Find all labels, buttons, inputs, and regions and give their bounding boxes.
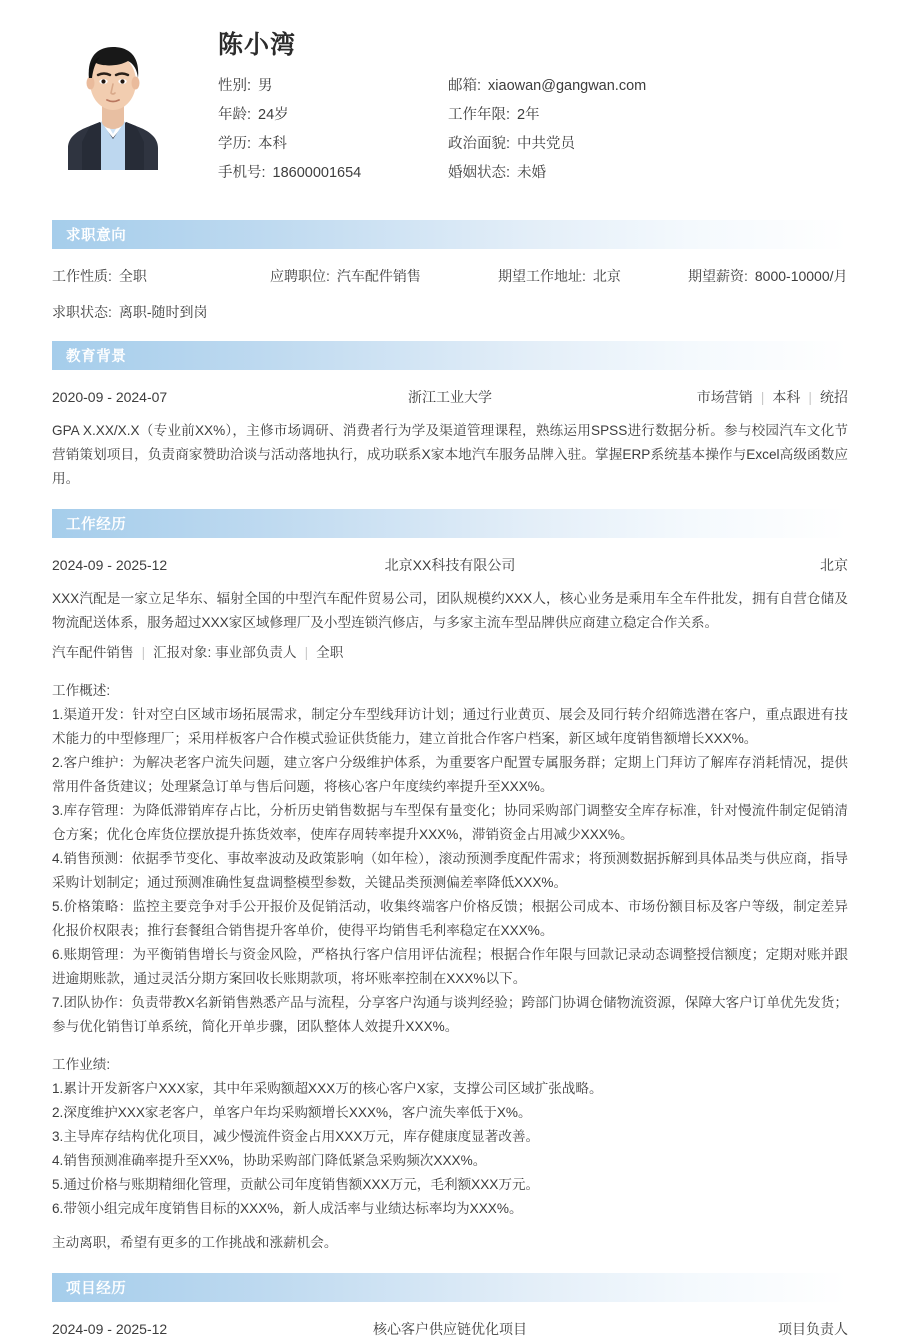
profile-field-gender xyxy=(218,76,448,97)
field-label: 期望薪资: xyxy=(688,267,748,284)
work-achievements-label: 工作业绩: xyxy=(52,1056,111,1072)
work-location: 北京 xyxy=(820,556,848,573)
work-duties-list xyxy=(52,703,848,1039)
spacer xyxy=(52,1039,848,1053)
section-project-experience xyxy=(0,1273,900,1340)
education-major: 市场营销 xyxy=(696,388,753,405)
profile-field-marital-status xyxy=(448,163,848,184)
section-header-project-experience xyxy=(52,1273,848,1302)
work-duties-label: 工作概述: xyxy=(52,682,111,698)
education-admission-type: 统招 xyxy=(820,388,848,405)
tag-separator-icon: | xyxy=(304,644,309,660)
profile-field-education xyxy=(218,134,448,155)
field-value: 本科 xyxy=(258,135,288,152)
list-item: 7.团队协作：负责带教X名新销售熟悉产品与流程，分享客户沟通与谈判经验；跨部门协调仓储物流资源，保障大客户订单优先发货；参与优化销售订单系统，简化开单步骤，团队整体人效提升XXX%。 xyxy=(52,994,848,1034)
section-header-job-intent xyxy=(52,220,848,249)
profile-field-work-years xyxy=(448,105,848,126)
list-item: 2.客户维护：为解决老客户流失问题，建立客户分级维护体系，为重要客户配置专属服务群；定期上门拜访了解库存消耗情况，提供常用件备货建议；处理紧急订单与售后问题，将核心客户年度续约率提升至XXX%。 xyxy=(52,754,848,794)
profile-field-age xyxy=(218,105,448,126)
intent-field-location xyxy=(498,265,688,287)
field-value: 18600001654 xyxy=(272,164,362,181)
tag-separator-icon: | xyxy=(808,388,812,405)
field-value: 北京 xyxy=(592,267,621,284)
education-degree: 本科 xyxy=(772,388,801,405)
work-date-range: 2024-09 - 2025-12 xyxy=(52,556,168,573)
field-label: 政治面貌: xyxy=(448,135,511,152)
intent-field-salary xyxy=(688,265,848,287)
section-header-work-experience xyxy=(52,509,848,538)
field-value: 全职 xyxy=(118,267,147,284)
field-value: 汽车配件销售 xyxy=(336,267,421,284)
field-label: 工作年限: xyxy=(448,106,511,123)
education-description: GPA X.XX/X.X（专业前XX%），主修市场调研、消费者行为学及渠道管理课程，熟练运用SPSS进行数据分析。参与校园汽车文化节营销策划项目，负责商家赞助洽谈与活动落地执行，成功联系X家本地汽车服务品牌入驻。掌握ERP系统基本操作与Excel高级函数应用。 xyxy=(52,422,848,486)
field-label: 性别: xyxy=(218,77,252,94)
work-employment-type: 全职 xyxy=(316,644,344,660)
section-title: 教育背景 xyxy=(66,348,127,365)
section-body-work-experience xyxy=(0,538,900,1255)
work-report-to: 汇报对象: 事业部负责人 xyxy=(153,644,297,660)
list-item: 2.深度维护XXX家老客户，单客户年均采购额增长XXX%，客户流失率低于X%。 xyxy=(52,1104,532,1120)
field-value: 中共党员 xyxy=(517,135,576,152)
section-body-project-experience xyxy=(0,1302,900,1340)
work-entry-header xyxy=(52,554,848,576)
list-item: 6.账期管理：为平衡销售增长与资金风险，严格执行客户信用评估流程；根据合作年限与回款记录动态调整授信额度；定期对账并跟进逾期账款，通过灵活分期方案回收长账期款项，将坏账率控制在XXX%以下。 xyxy=(52,946,848,986)
profile-header xyxy=(0,0,900,202)
field-label: 邮箱: xyxy=(448,77,482,94)
section-body-education xyxy=(0,370,900,491)
list-item: 3.库存管理：为降低滞销库存占比，分析历史销售数据与车型保有量变化；协同采购部门调整安全库存标准，针对慢流件制定促销清仓方案；优化仓库货位摆放提升拣货效率，使库存周转率提升XXX%，滞销资金占用减少XXX%。 xyxy=(52,802,848,842)
field-value: 8000-10000/月 xyxy=(754,267,848,284)
intent-row-primary xyxy=(52,265,848,287)
list-item: 4.销售预测：依据季节变化、事故率波动及政策影响（如年检），滚动预测季度配件需求；将预测数据拆解到具体品类与供应商，指导采购计划制定；通过预测准确性复盘调整模型参数，关键品类预测偏差率降低XXX%。 xyxy=(52,850,848,890)
field-value: 男 xyxy=(258,77,273,94)
field-label: 应聘职位: xyxy=(270,267,330,284)
education-school-name: 浙江工业大学 xyxy=(408,388,492,405)
project-entry-header xyxy=(52,1318,848,1340)
intent-field-seeking-status xyxy=(52,301,270,323)
profile-info-grid xyxy=(218,76,848,184)
intent-field-job-type xyxy=(52,265,270,287)
field-label: 年龄: xyxy=(218,106,252,123)
section-body-job-intent xyxy=(0,249,900,323)
field-label: 婚姻状态: xyxy=(448,164,511,181)
field-label: 期望工作地址: xyxy=(498,267,586,284)
section-work-experience xyxy=(0,509,900,1255)
field-value: 离职-随时到岗 xyxy=(118,303,208,320)
education-tags xyxy=(548,386,848,408)
list-item: 5.价格策略：监控主要竞争对手公开报价及促销活动，收集终端客户价格反馈；根据公司成本、市场份额目标及客户等级，制定差异化报价权限表；推行套餐组合销售提升客单价，使得平均销售毛利率稳定在XXX%。 xyxy=(52,898,848,938)
profile-field-email xyxy=(448,76,848,97)
list-item: 5.通过价格与账期精细化管理，贡献公司年度销售额XXX万元，毛利额XXX万元。 xyxy=(52,1176,540,1192)
work-achievements-list xyxy=(52,1077,848,1221)
field-label: 求职状态: xyxy=(52,303,112,320)
field-label: 学历: xyxy=(218,135,252,152)
field-label: 手机号: xyxy=(218,164,266,181)
work-company-name: 北京XX科技有限公司 xyxy=(384,556,516,573)
list-item: 6.带领小组完成年度销售目标的XXX%，新人成活率与业绩达标率均为XXX%。 xyxy=(52,1200,523,1216)
profile-field-phone xyxy=(218,163,448,184)
section-education xyxy=(0,341,900,491)
section-header-education xyxy=(52,341,848,370)
section-title: 求职意向 xyxy=(66,227,127,244)
list-item: 3.主导库存结构优化项目，减少慢流件资金占用XXX万元，库存健康度显著改善。 xyxy=(52,1128,540,1144)
section-title: 项目经历 xyxy=(66,1280,127,1297)
work-leave-reason: 主动离职，希望有更多的工作挑战和涨薪机会。 xyxy=(52,1234,338,1250)
section-job-intent xyxy=(0,220,900,323)
field-label: 工作性质: xyxy=(52,267,112,284)
education-date-range: 2020-09 - 2024-07 xyxy=(52,388,168,405)
field-value: 2年 xyxy=(517,106,540,123)
profile-details xyxy=(174,30,848,184)
field-value: xiaowan@gangwan.com xyxy=(488,77,647,94)
list-item: 1.累计开发新客户XXX家，其中年采购额超XXX万的核心客户X家，支撑公司区域扩张战略。 xyxy=(52,1080,603,1096)
intent-row-secondary xyxy=(52,301,848,323)
page-title: 陈小湾 xyxy=(218,31,297,59)
education-entry-header xyxy=(52,386,848,408)
section-title: 工作经历 xyxy=(66,516,127,533)
project-date-range: 2024-09 - 2025-12 xyxy=(52,1320,168,1337)
portrait-photo-icon xyxy=(52,30,174,170)
field-value: 24岁 xyxy=(258,106,289,123)
avatar xyxy=(52,30,174,170)
tag-separator-icon: | xyxy=(760,388,765,405)
list-item: 4.销售预测准确率提升至XX%，协助采购部门降低紧急采购频次XXX%。 xyxy=(52,1152,487,1168)
spacer xyxy=(52,1221,848,1231)
field-value: 未婚 xyxy=(517,164,547,181)
list-item: 1.渠道开发：针对空白区域市场拓展需求，制定分车型线拜访计划；通过行业黄页、展会及同行转介绍筛选潜在客户，重点跟进有技术能力的中型修理厂；采用样板客户合作模式验证供货能力，建立首批合作客户档案，新区域年度销售额增长XXX%。 xyxy=(52,706,848,746)
tag-separator-icon: | xyxy=(141,644,146,660)
work-company-intro: XXX汽配是一家立足华东、辐射全国的中型汽车配件贸易公司，团队规模约XXX人，核心业务是乘用车全车件批发，拥有自营仓储及物流配送体系，服务超过XXX家区域修理厂及小型连锁汽修店，与多家主流车型品牌供应商建立稳定合作关系。 xyxy=(52,590,848,630)
project-name: 核心客户供应链优化项目 xyxy=(373,1320,527,1337)
work-meta-tags xyxy=(52,641,848,665)
project-role: 项目负责人 xyxy=(778,1320,848,1337)
profile-field-political-status xyxy=(448,134,848,155)
work-job-title: 汽车配件销售 xyxy=(52,644,134,660)
intent-field-position xyxy=(270,265,498,287)
